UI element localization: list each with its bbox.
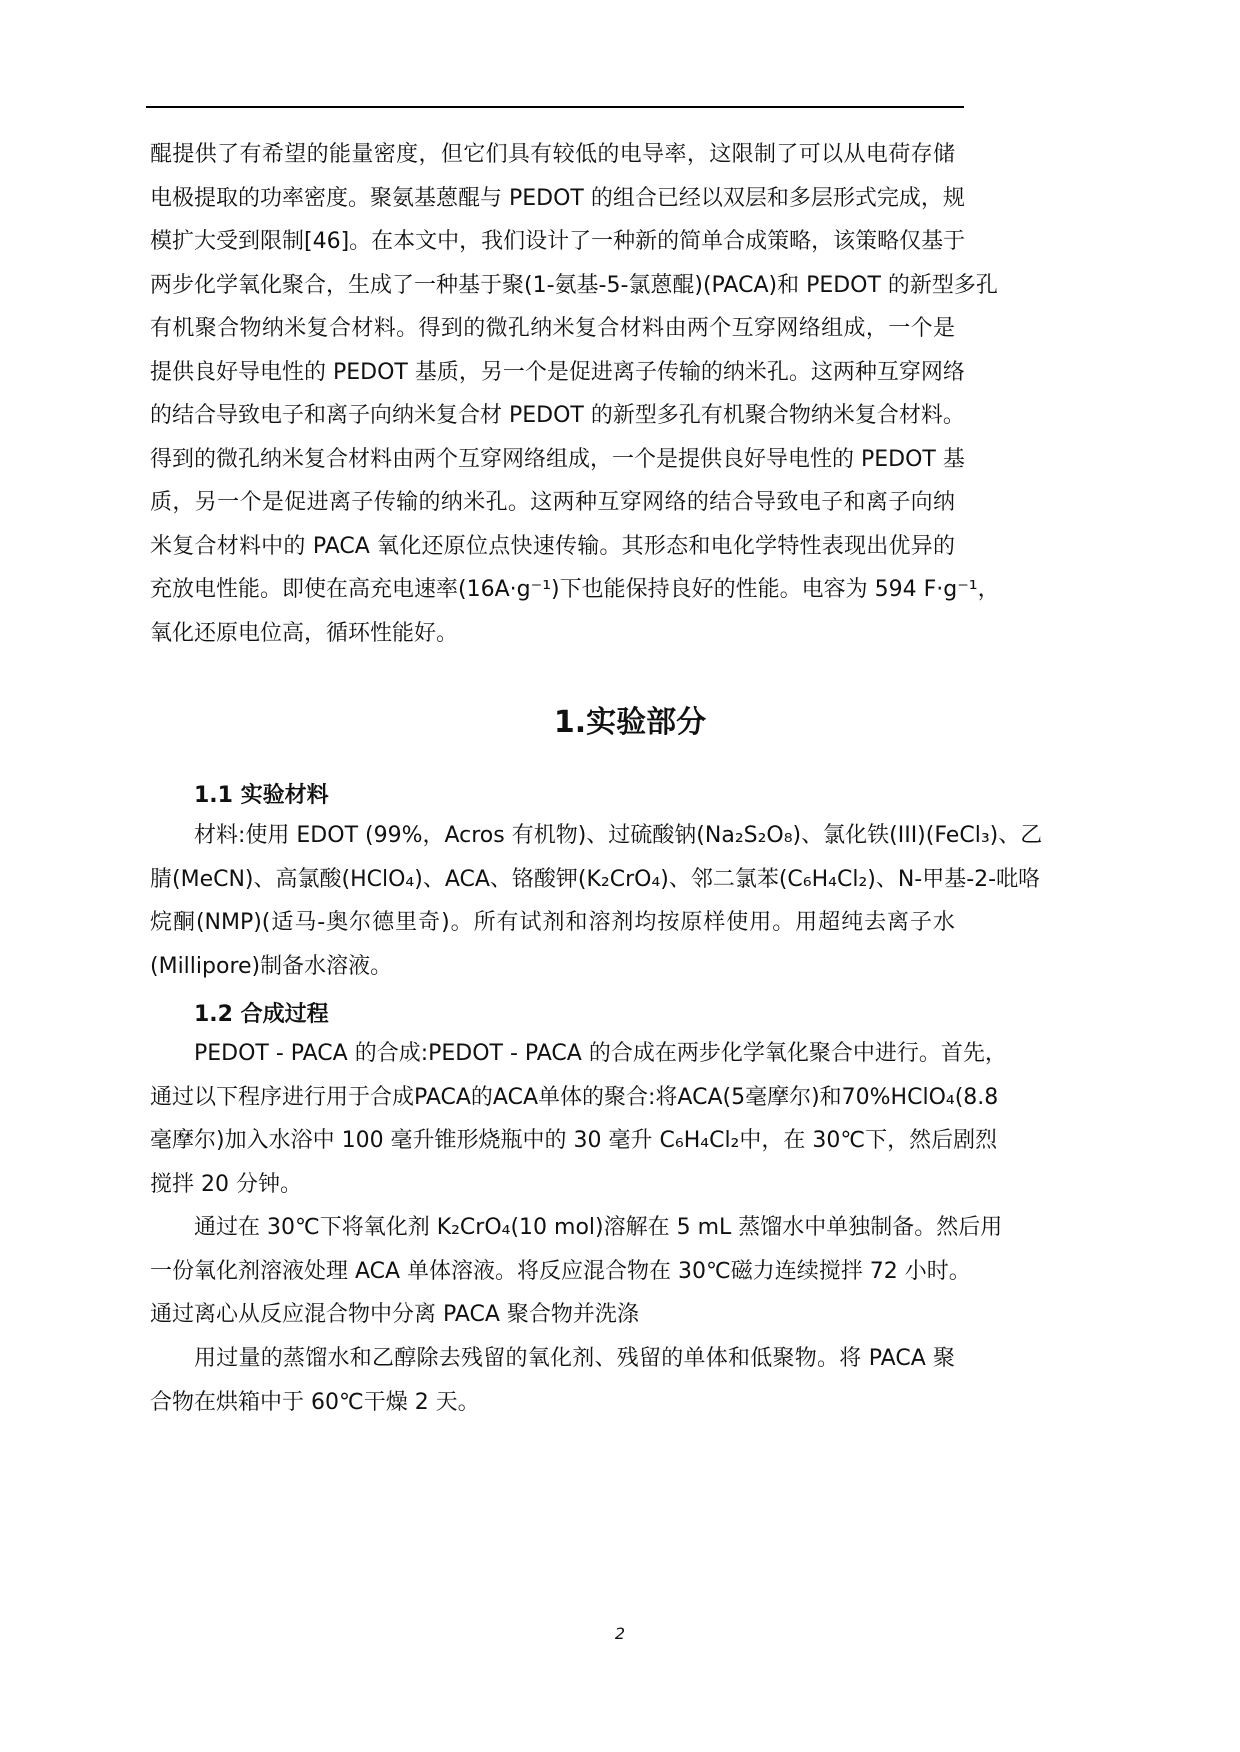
text-line: 用过量的蒸馏水和乙醇除去残留的氧化剂、残留的单体和低聚物。将 PACA 聚 (194, 1346, 955, 1371)
text-line: 一份氧化剂溶液处理 ACA 单体溶液。将反应混合物在 30℃磁力连续搅拌 72 小时。 (150, 1258, 971, 1284)
text-line: 得到的微孔纳米复合材料由两个互穿网络组成，一个是提供良好导电性的 PEDOT 基 (150, 446, 965, 472)
text-line: 有机聚合物纳米复合材料。得到的微孔纳米复合材料由两个互穿网络组成，一个是 (150, 316, 955, 341)
text-line: 模扩大受到限制[46]。在本文中，我们设计了一种新的简单合成策略，该策略仅基于 (150, 229, 966, 254)
page-number: 2 (614, 1624, 626, 1643)
text-line: 质，另一个是促进离子传输的纳米孔。这两种互穿网络的结合导致电子和离子向纳 (150, 490, 955, 515)
text-line: 腈(MeCN)、高氯酸(HClO₄)、ACA、铬酸钾(K₂CrO₄)、邻二氯苯(C₆H₄Cl₂)、N-甲基-2-吡咯 (150, 866, 1041, 892)
text-line: 毫摩尔)加入水浴中 100 毫升锥形烧瓶中的 30 毫升 C₆H₄Cl₂中，在 30℃下，然后剧烈 (150, 1128, 998, 1153)
text-line: 合物在烘箱中于 60℃干燥 2 天。 (150, 1389, 480, 1415)
text-line: 两步化学氧化聚合，生成了一种基于聚(1-氨基-5-氯蒽醌)(PACA)和 PEDOT 的新型多孔 (150, 272, 998, 298)
text-line: 通过离心从反应混合物中分离 PACA 聚合物并洗涤 (150, 1302, 639, 1327)
text-line: 提供良好导电性的 PEDOT 基质，另一个是促进离子传输的纳米孔。这两种互穿网络 (150, 359, 965, 385)
section-title: 1.实验部分 (553, 705, 707, 740)
text-line: 氧化还原电位高，循环性能好。 (150, 620, 459, 646)
text-line: 醌提供了有希望的能量密度，但它们具有较低的电导率，这限制了可以从电荷存储 (150, 142, 955, 167)
text-line: 电极提取的功率密度。聚氨基蒽醌与 PEDOT 的组合已经以双层和多层形式完成，规 (150, 185, 965, 211)
text-line: 通过以下程序进行用于合成PACA的ACA单体的聚合:将ACA(5毫摩尔)和70%HClO₄(8.8 (150, 1084, 999, 1110)
text-line: (Millipore)制备水溶液。 (150, 953, 393, 979)
text-line: 米复合材料中的 PACA 氧化还原位点快速传输。其形态和电化学特性表现出优异的 (150, 533, 955, 559)
subsection-title-materials: 1.1 实验材料 (194, 783, 329, 808)
header-rule (146, 106, 964, 108)
text-line: PEDOT - PACA 的合成:PEDOT - PACA 的合成在两步化学氧化聚合中进行。首先， (194, 1041, 1007, 1066)
text-line: 搅拌 20 分钟。 (150, 1171, 302, 1197)
text-line: 的结合导致电子和离子向纳米复合材 PEDOT 的新型多孔有机聚合物纳米复合材料。 (150, 403, 965, 428)
subsection-title-synthesis: 1.2 合成过程 (194, 1002, 329, 1027)
text-line: 烷酮(NMP)(适马-奥尔德里奇)。所有试剂和溶剂均按原样使用。用超纯去离子水 (150, 910, 955, 935)
text-line: 充放电性能。即使在高充电速率(16A·g⁻¹)下也能保持良好的性能。电容为 594 F·g⁻¹， (150, 577, 1000, 602)
text-line: 通过在 30℃下将氧化剂 K₂CrO₄(10 mol)溶解在 5 mL 蒸馏水中单独制备。然后用 (194, 1215, 1003, 1240)
text-line: 材料:使用 EDOT (99%，Acros 有机物)、过硫酸钠(Na₂S₂O₈)、氯化铁(III)(FeCl₃)、乙 (194, 823, 1043, 848)
